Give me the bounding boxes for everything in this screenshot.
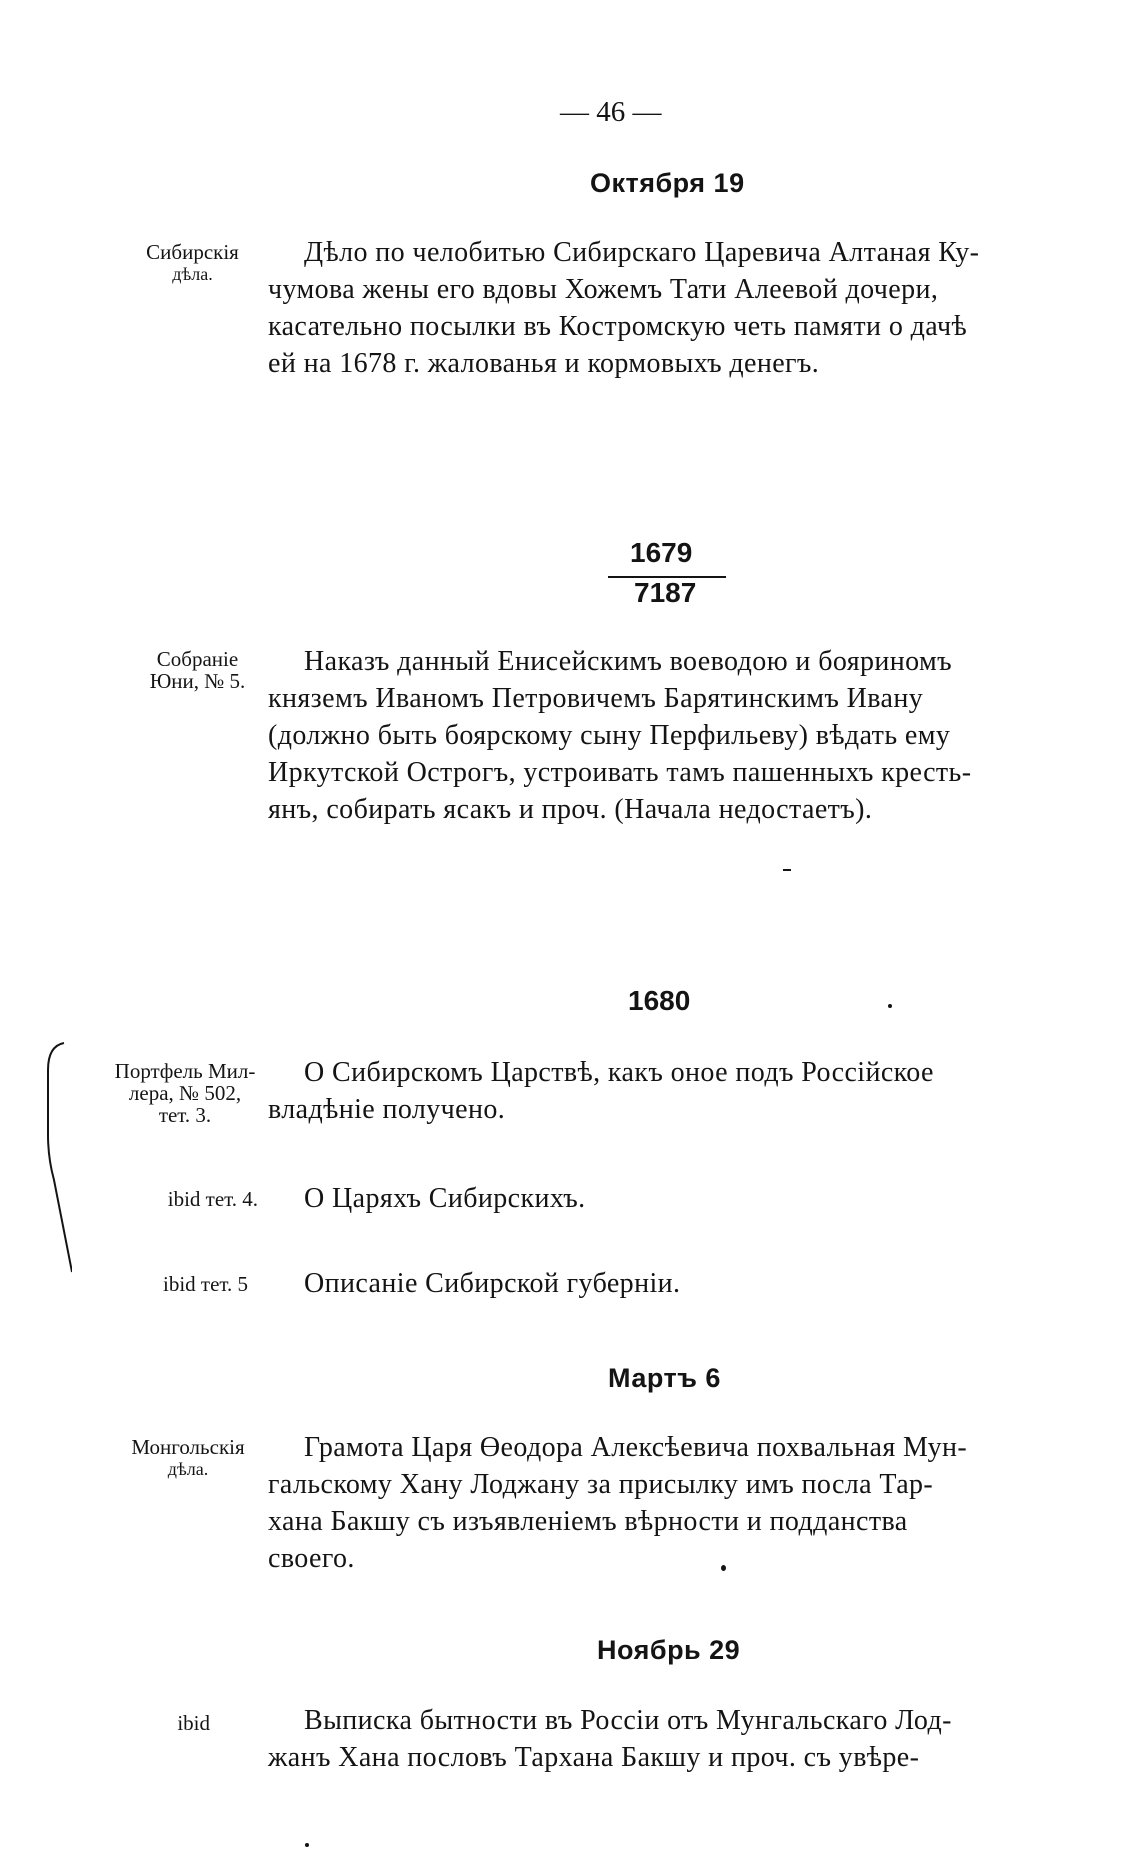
print-speck xyxy=(721,1565,726,1571)
entry-line: касательно посылки въ Костромскую четь памяти о дачѣ xyxy=(268,311,968,342)
entry-text: Описаніе Сибирской губерніи. xyxy=(304,1268,681,1299)
entry-line: жанъ Хана пословъ Тархана Бакшу и проч. съ увѣре- xyxy=(268,1742,920,1773)
entry-line: своего. xyxy=(268,1543,355,1574)
margin-note-line: лера, № 502, xyxy=(128,1081,242,1105)
entry-text: О Царяхъ Сибирскихъ. xyxy=(304,1183,586,1214)
margin-note-line: Сибирскія xyxy=(146,240,239,264)
margin-note-line: Юни, № 5. xyxy=(149,669,246,693)
entry-line: Дѣло по челобитью Сибирскаго Царевича Алтаная Ку- xyxy=(304,237,980,268)
margin-note xyxy=(105,1060,265,1126)
margin-note: ibid тет. 5 xyxy=(162,1272,248,1296)
margin-note: ibid тет. 4. xyxy=(167,1187,258,1211)
entry-line: владѣніе получено. xyxy=(268,1094,506,1125)
page-number: — 46 — xyxy=(560,96,662,128)
entry-line: хана Бакшу съ изъявленіемъ вѣрности и подданства xyxy=(268,1506,908,1537)
margin-note-line: тет. 3. xyxy=(158,1103,212,1127)
section-date: Октября 19 xyxy=(590,168,745,198)
print-speck xyxy=(888,1004,892,1008)
margin-note xyxy=(130,241,255,285)
entry-line: (должно быть боярскому сыну Перфильеву) вѣдать ему xyxy=(268,720,951,751)
entry-line: ей на 1678 г. жалованья и кормовыхъ денегъ. xyxy=(268,348,820,379)
entry-line: княземъ Иваномъ Петровичемъ Барятинскимъ Ивану xyxy=(268,683,924,714)
margin-note: ibid xyxy=(177,1711,210,1735)
entry-line: Наказъ данный Енисейскимъ воеводою и бояриномъ xyxy=(304,646,953,677)
entry-text xyxy=(268,1054,1072,1128)
entry-line: янъ, собирать ясакъ и проч. (Начала недостаетъ). xyxy=(268,794,873,825)
section-date: Мартъ 6 xyxy=(608,1363,721,1393)
margin-bracket xyxy=(42,1040,72,1275)
print-speck xyxy=(783,869,791,871)
margin-note-line: Портфель Мил- xyxy=(114,1059,256,1083)
year-heading: 1679 xyxy=(630,537,693,568)
margin-note-line: Монгольскія xyxy=(131,1435,245,1459)
year-heading: 1680 xyxy=(628,985,691,1016)
entry-line: гальскому Хану Лоджану за присылку имъ посла Тар- xyxy=(268,1469,934,1500)
entry-text xyxy=(268,234,1072,382)
print-speck xyxy=(305,1843,309,1847)
margin-note-line: дѣла. xyxy=(172,264,213,284)
section-date: Ноябрь 29 xyxy=(597,1635,741,1665)
margin-note xyxy=(135,648,260,692)
entry-line: Иркутской Острогъ, устроивать тамъ пашенныхъ кресть- xyxy=(268,757,972,788)
margin-note-line: Собраніе xyxy=(156,647,239,671)
entry-line: чумова жены его вдовы Хожемъ Тати Алеевой дочери, xyxy=(268,274,939,305)
entry-line: Выписка бытности въ Россіи отъ Мунгальскаго Лод- xyxy=(304,1705,952,1736)
entry-text xyxy=(268,1429,1072,1577)
entry-text xyxy=(268,1702,1072,1776)
margin-note xyxy=(118,1436,258,1480)
entry-line: О Сибирскомъ Царствѣ, какъ оное подъ Россійское xyxy=(304,1057,934,1088)
margin-note-line: дѣла. xyxy=(167,1459,209,1479)
year-heading-alt: 7187 xyxy=(634,577,697,608)
entry-line: Грамота Царя Өеодора Алексѣевича похвальная Мун- xyxy=(304,1432,968,1463)
entry-text xyxy=(268,643,1072,828)
